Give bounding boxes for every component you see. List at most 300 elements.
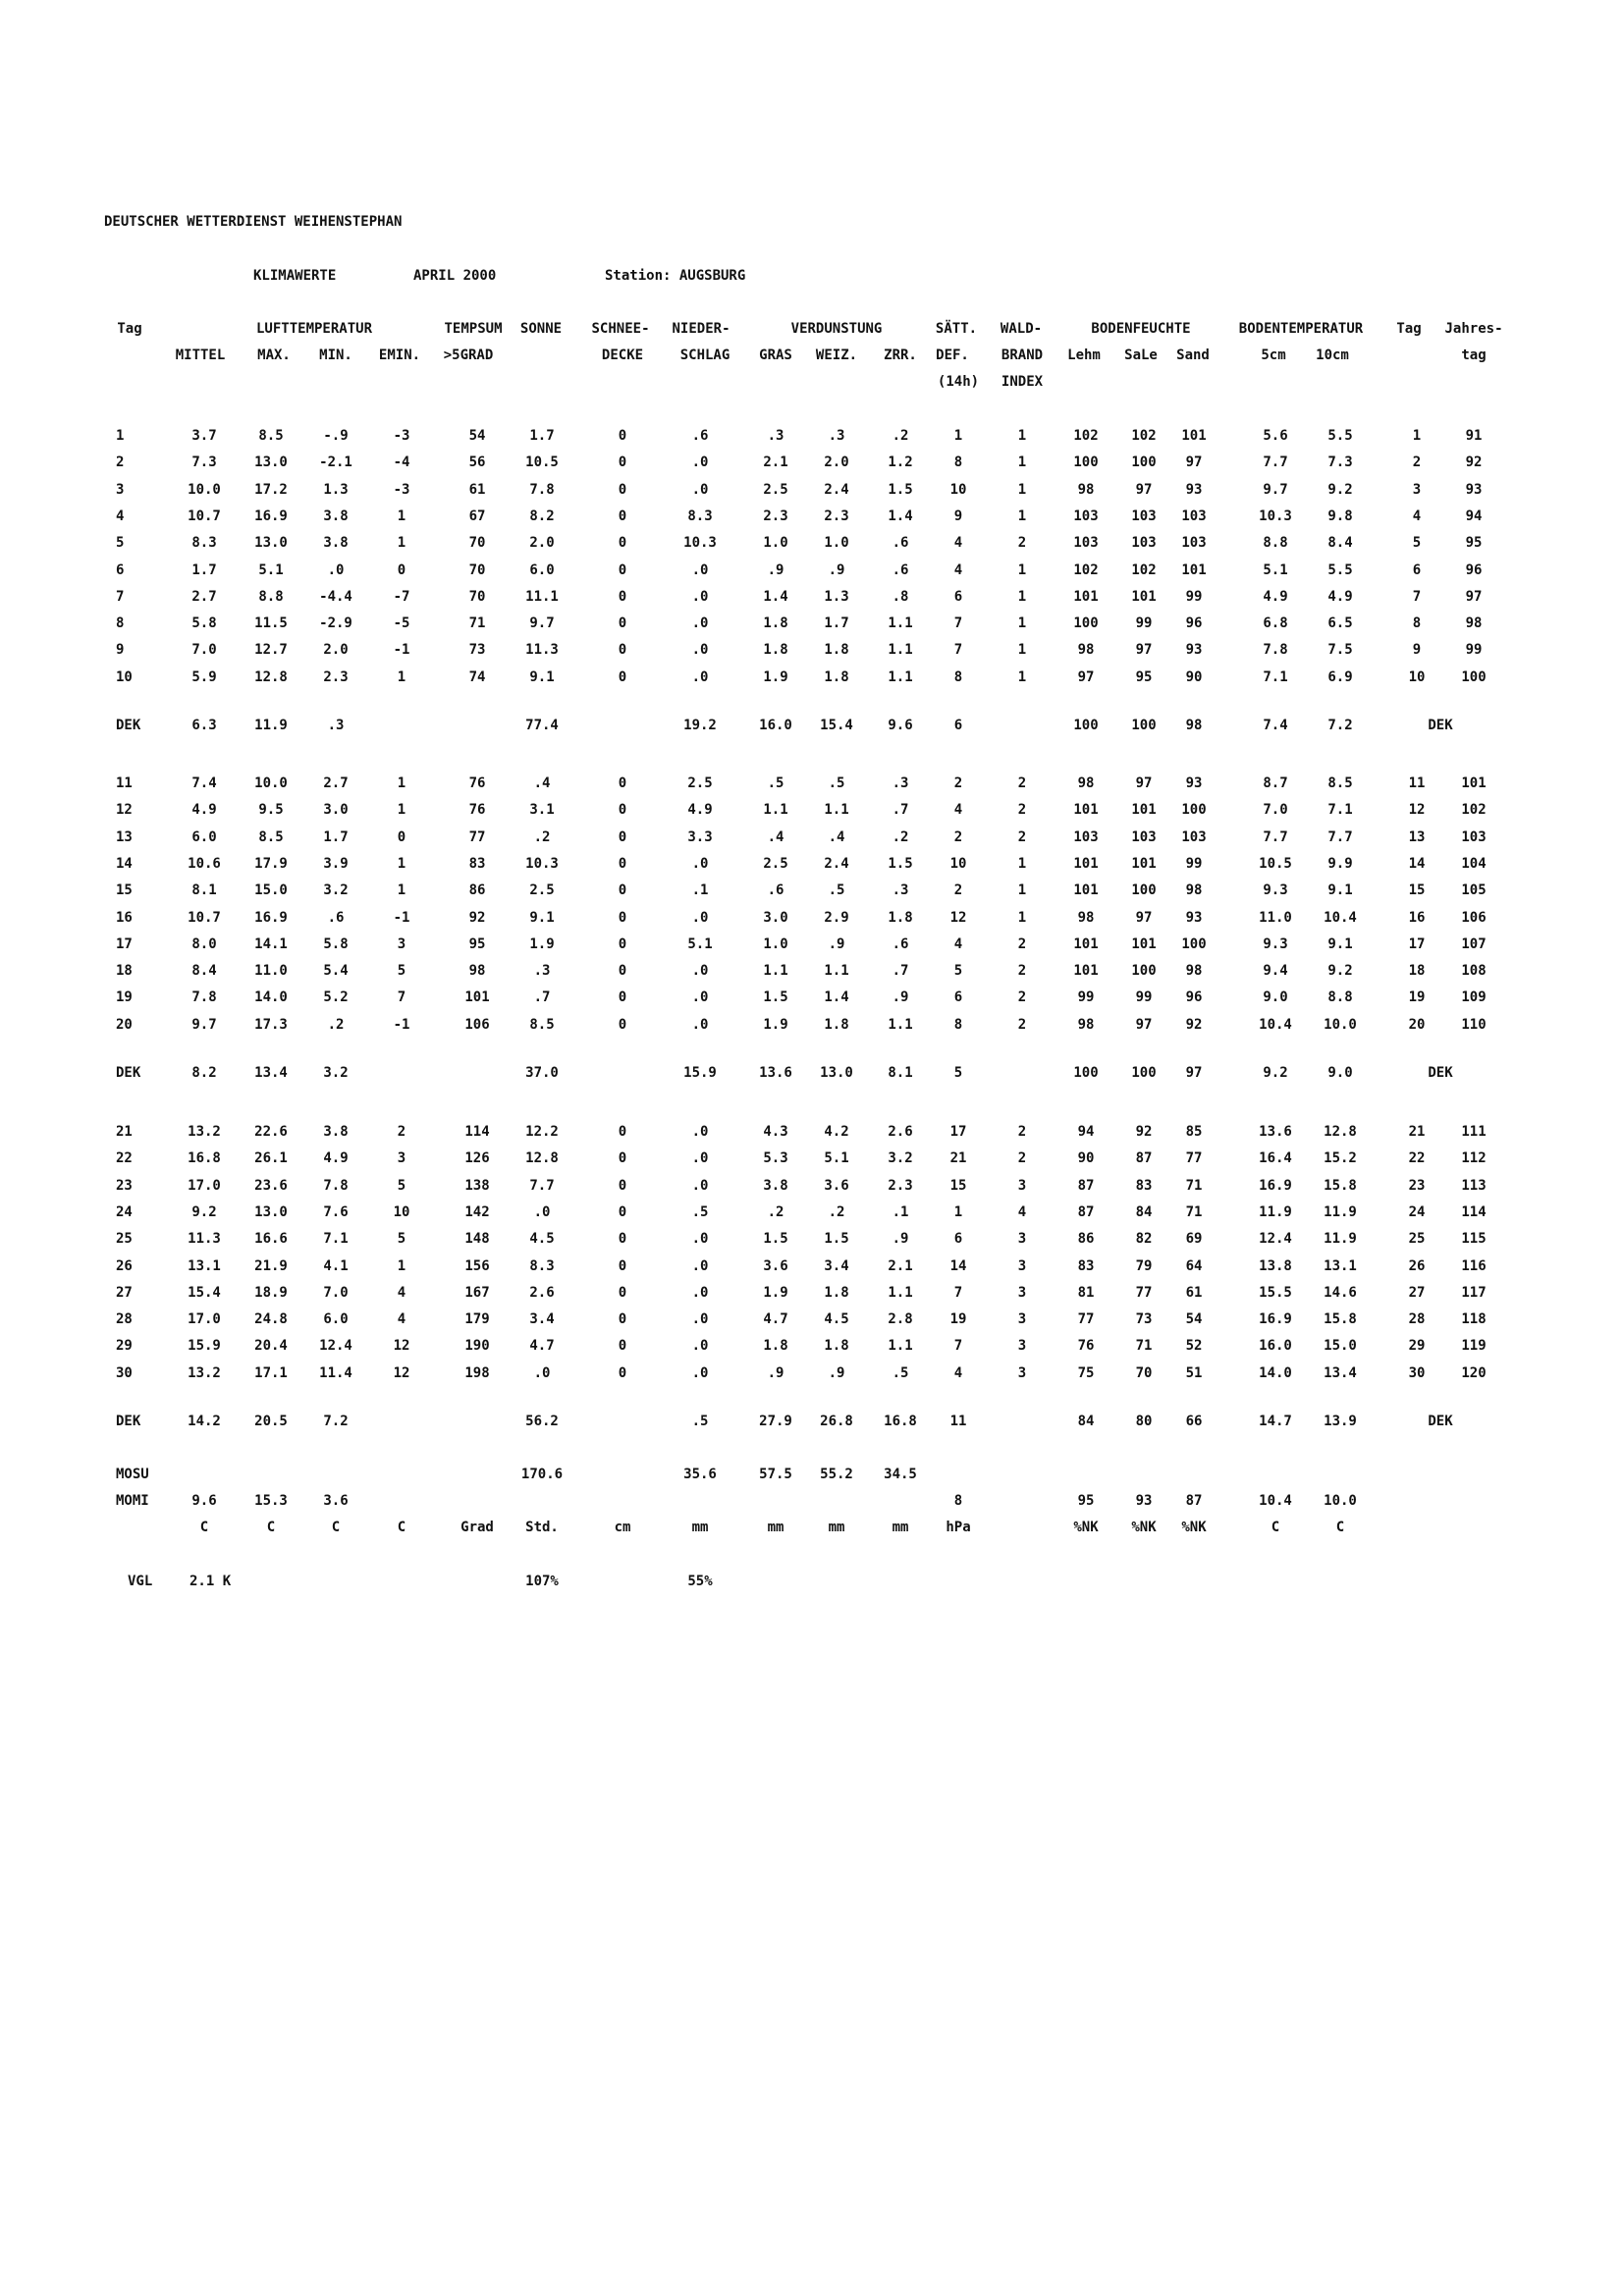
table-cell: 12.4 <box>319 1338 352 1355</box>
row-label: MOSU <box>116 1467 149 1482</box>
header-cell: Lehm <box>1067 347 1101 363</box>
table-cell: 4.5 <box>824 1311 849 1328</box>
table-cell: 10.7 <box>188 507 221 524</box>
unit-label: C <box>397 1520 406 1535</box>
table-cell: 16.0 <box>1259 1338 1292 1355</box>
table-cell: .0 <box>691 588 709 605</box>
table-cell: 8.8 <box>1327 989 1353 1006</box>
vgl-temp: 2.1 K <box>189 1574 232 1589</box>
table-cell: 1.1 <box>888 1284 913 1301</box>
table-cell: 30 <box>1408 1364 1426 1381</box>
day-number: 4 <box>116 507 125 524</box>
day-number: 26 <box>116 1257 133 1274</box>
table-cell: 1.5 <box>763 1231 788 1248</box>
table-cell: .9 <box>892 1231 909 1248</box>
table-cell: 1.7 <box>529 428 555 444</box>
table-cell: 3.6 <box>323 1493 349 1509</box>
table-cell: 8.4 <box>191 963 217 980</box>
table-cell: 9.3 <box>1263 935 1288 952</box>
table-cell: 138 <box>464 1177 490 1194</box>
table-cell: 8 <box>953 454 963 471</box>
table-cell: .0 <box>691 989 709 1006</box>
table-cell: 101 <box>1181 428 1207 444</box>
table-cell: 26.1 <box>254 1150 288 1167</box>
table-cell: 61 <box>1185 1284 1203 1301</box>
table-cell: 1.5 <box>763 989 788 1006</box>
table-cell: 13.2 <box>188 1124 221 1140</box>
table-cell: 15.8 <box>1324 1311 1357 1328</box>
table-cell: 9.0 <box>1263 989 1288 1006</box>
table-cell: 101 <box>1461 775 1487 791</box>
table-cell: -2.1 <box>319 454 352 471</box>
table-cell: 10.3 <box>1259 507 1292 524</box>
table-cell: 119 <box>1461 1338 1487 1355</box>
table-cell: 76 <box>1077 1338 1095 1355</box>
table-cell: 93 <box>1135 1493 1153 1509</box>
table-cell: 12 <box>393 1338 410 1355</box>
table-cell: 3.3 <box>687 828 713 845</box>
table-cell: 2 <box>953 882 963 899</box>
table-cell: 0 <box>618 909 627 926</box>
table-cell: .0 <box>691 1364 709 1381</box>
table-cell: 6 <box>953 989 963 1006</box>
table-cell: 15.3 <box>254 1493 288 1509</box>
table-cell: 15 <box>1408 882 1426 899</box>
table-cell: 4 <box>397 1311 406 1328</box>
table-cell: 28 <box>1408 1311 1426 1328</box>
table-cell: 5.5 <box>1327 428 1353 444</box>
unit-label: mm <box>767 1520 784 1535</box>
table-cell: 179 <box>464 1311 490 1328</box>
table-cell: 98 <box>1077 775 1095 791</box>
table-cell: .0 <box>691 1016 709 1033</box>
table-cell: 5.8 <box>323 935 349 952</box>
table-cell: .0 <box>691 1177 709 1194</box>
table-cell: 7.7 <box>1263 454 1288 471</box>
table-cell: 1.8 <box>763 615 788 632</box>
table-cell: 77 <box>1185 1150 1203 1167</box>
table-cell: 96 <box>1185 989 1203 1006</box>
table-cell: .3 <box>828 428 845 444</box>
table-cell: 9.0 <box>1327 1065 1353 1081</box>
table-cell: 10 <box>949 481 967 498</box>
table-cell: 7.2 <box>323 1414 349 1429</box>
table-cell: 1 <box>1412 428 1422 444</box>
table-cell: 10.5 <box>525 454 559 471</box>
table-cell: 6.0 <box>191 828 217 845</box>
table-cell: 15.8 <box>1324 1177 1357 1194</box>
table-cell: 7 <box>953 615 963 632</box>
table-cell: 71 <box>468 615 486 632</box>
table-cell: 101 <box>1073 802 1099 819</box>
table-cell: 77 <box>1077 1311 1095 1328</box>
table-cell: 97 <box>1135 642 1153 659</box>
table-cell: .6 <box>892 535 909 552</box>
table-cell: 2 <box>953 828 963 845</box>
table-cell: 3 <box>1412 481 1422 498</box>
table-cell: 2.3 <box>763 507 788 524</box>
table-cell: 21 <box>949 1150 967 1167</box>
table-cell: 9 <box>1412 642 1422 659</box>
unit-label: mm <box>892 1520 909 1535</box>
table-cell: 126 <box>464 1150 490 1167</box>
table-cell: 17.9 <box>254 855 288 872</box>
table-cell: 1.1 <box>824 802 849 819</box>
table-cell: 8.8 <box>258 588 284 605</box>
table-cell: 1.4 <box>888 507 913 524</box>
table-cell: 8.5 <box>258 828 284 845</box>
table-cell: 51 <box>1185 1364 1203 1381</box>
table-cell: 0 <box>618 535 627 552</box>
table-cell: 83 <box>1077 1257 1095 1274</box>
unit-label: Std. <box>525 1520 559 1535</box>
table-cell: 7.8 <box>191 989 217 1006</box>
table-cell: 9.5 <box>258 802 284 819</box>
table-cell: .0 <box>533 1203 551 1220</box>
header-cell: Tag <box>117 321 142 337</box>
day-number: 11 <box>116 775 133 791</box>
table-cell: 102 <box>1461 802 1487 819</box>
table-cell: 99 <box>1465 642 1483 659</box>
table-cell: 98 <box>1077 642 1095 659</box>
table-cell: 14.0 <box>254 989 288 1006</box>
table-cell: .3 <box>892 882 909 899</box>
day-number: 20 <box>116 1016 133 1033</box>
table-cell: 17 <box>949 1124 967 1140</box>
table-cell: 3.2 <box>888 1150 913 1167</box>
table-cell: 20.5 <box>254 1414 288 1429</box>
table-cell: 7.3 <box>191 454 217 471</box>
table-cell: 9.1 <box>1327 935 1353 952</box>
table-cell: 5 <box>397 1231 406 1248</box>
header-cell: Tag <box>1396 321 1422 337</box>
table-cell: 15.0 <box>1324 1338 1357 1355</box>
table-cell: -5 <box>393 615 410 632</box>
table-cell: 10.4 <box>1259 1016 1292 1033</box>
day-number: 19 <box>116 989 133 1006</box>
header-cell: Jahres- <box>1444 321 1503 337</box>
table-cell: 14.1 <box>254 935 288 952</box>
table-cell: 71 <box>1185 1203 1203 1220</box>
day-number: 18 <box>116 963 133 980</box>
table-cell: .9 <box>828 935 845 952</box>
table-cell: 7 <box>397 989 406 1006</box>
table-cell: 2 <box>1017 1016 1027 1033</box>
table-cell: 103 <box>1131 507 1157 524</box>
table-cell: .5 <box>691 1414 709 1429</box>
table-cell: .0 <box>691 1284 709 1301</box>
table-cell: 5.6 <box>1263 428 1288 444</box>
table-cell: 4.9 <box>323 1150 349 1167</box>
table-cell: .3 <box>767 428 784 444</box>
table-cell: 16.8 <box>188 1150 221 1167</box>
table-cell: 23 <box>1408 1177 1426 1194</box>
table-cell: 120 <box>1461 1364 1487 1381</box>
table-cell: 10 <box>949 855 967 872</box>
table-cell: 25 <box>1408 1231 1426 1248</box>
table-cell: 11 <box>1408 775 1426 791</box>
table-cell: 2 <box>1017 775 1027 791</box>
table-cell: 19.2 <box>683 718 717 733</box>
day-number: 27 <box>116 1284 133 1301</box>
table-cell: 93 <box>1185 909 1203 926</box>
table-cell: 101 <box>1181 561 1207 578</box>
unit-label: mm <box>828 1520 845 1535</box>
table-cell: 100 <box>1131 718 1157 733</box>
table-cell: 95 <box>468 935 486 952</box>
table-cell: 2.3 <box>323 668 349 685</box>
table-cell: 107 <box>1461 935 1487 952</box>
table-cell: 71 <box>1185 1177 1203 1194</box>
table-cell: 5.5 <box>1327 561 1353 578</box>
table-cell: 8 <box>953 668 963 685</box>
table-cell: DEK <box>1428 718 1453 733</box>
table-cell: 0 <box>618 1231 627 1248</box>
table-cell: 8.5 <box>258 428 284 444</box>
table-cell: 1 <box>1017 561 1027 578</box>
table-cell: 0 <box>618 1177 627 1194</box>
header-cell: MIN. <box>319 347 352 363</box>
table-cell: 148 <box>464 1231 490 1248</box>
table-cell: 87 <box>1077 1177 1095 1194</box>
table-cell: 9.2 <box>1263 1065 1288 1081</box>
table-cell: 97 <box>1135 909 1153 926</box>
table-cell: 100 <box>1073 615 1099 632</box>
table-cell: 98 <box>468 963 486 980</box>
table-cell: 115 <box>1461 1231 1487 1248</box>
table-cell: 4.9 <box>1327 588 1353 605</box>
table-cell: 101 <box>464 989 490 1006</box>
table-cell: 3.2 <box>323 882 349 899</box>
table-cell: 9.6 <box>191 1493 217 1509</box>
table-cell: 2 <box>397 1124 406 1140</box>
day-number: 28 <box>116 1311 133 1328</box>
row-label: MOMI <box>116 1493 149 1509</box>
table-cell: 7 <box>953 642 963 659</box>
header-cell: MITTEL <box>175 347 226 363</box>
table-cell: 3.2 <box>323 1065 349 1081</box>
table-cell: 1 <box>1017 481 1027 498</box>
header-cell: BODENTEMPERATUR <box>1238 321 1364 337</box>
table-cell: .9 <box>767 1364 784 1381</box>
table-cell: 100 <box>1461 668 1487 685</box>
table-cell: 1.9 <box>763 1284 788 1301</box>
table-cell: 9.2 <box>1327 481 1353 498</box>
table-cell: 2 <box>1412 454 1422 471</box>
table-cell: 5 <box>397 1177 406 1194</box>
table-cell: 96 <box>1465 561 1483 578</box>
table-cell: 92 <box>468 909 486 926</box>
table-cell: 12 <box>393 1364 410 1381</box>
table-cell: 106 <box>1461 909 1487 926</box>
table-cell: 15.9 <box>683 1065 717 1081</box>
table-cell: .0 <box>691 1231 709 1248</box>
table-cell: .0 <box>691 963 709 980</box>
table-cell: 10.5 <box>1259 855 1292 872</box>
table-cell: 12.2 <box>525 1124 559 1140</box>
table-cell: 35.6 <box>683 1467 717 1482</box>
table-cell: 103 <box>1181 828 1207 845</box>
table-cell: 18 <box>1408 963 1426 980</box>
table-cell: 2.0 <box>323 642 349 659</box>
table-cell: 5.4 <box>323 963 349 980</box>
table-cell: 109 <box>1461 989 1487 1006</box>
table-cell: 6 <box>953 718 963 733</box>
header-cell: (14h) <box>937 374 980 390</box>
table-cell: 3.8 <box>763 1177 788 1194</box>
table-cell: 9.1 <box>1327 882 1353 899</box>
day-number: 14 <box>116 855 133 872</box>
table-cell: 4.9 <box>191 802 217 819</box>
table-cell: 114 <box>464 1124 490 1140</box>
table-cell: 16.9 <box>1259 1311 1292 1328</box>
table-cell: 11.9 <box>254 718 288 733</box>
table-cell: 10.4 <box>1324 909 1357 926</box>
table-cell: 101 <box>1073 935 1099 952</box>
report-subtitle-line <box>0 264 746 288</box>
table-cell: DEK <box>1428 1065 1453 1081</box>
table-cell: 2.7 <box>323 775 349 791</box>
table-cell: 100 <box>1131 882 1157 899</box>
table-cell: 1 <box>397 882 406 899</box>
table-cell: 1 <box>397 775 406 791</box>
table-cell: 70 <box>468 535 486 552</box>
table-cell: 8.3 <box>529 1257 555 1274</box>
header-cell: TEMPSUM <box>444 321 503 337</box>
table-cell: 14.0 <box>1259 1364 1292 1381</box>
table-cell: 97 <box>1465 588 1483 605</box>
unit-label: mm <box>691 1520 709 1535</box>
table-cell: 1.1 <box>888 1338 913 1355</box>
table-cell: 8.4 <box>1327 535 1353 552</box>
table-cell: 0 <box>618 507 627 524</box>
table-cell: 99 <box>1077 989 1095 1006</box>
table-cell: 0 <box>618 775 627 791</box>
table-cell: 1 <box>1017 615 1027 632</box>
table-cell: 0 <box>618 428 627 444</box>
table-cell: 9.1 <box>529 668 555 685</box>
header-cell: BRAND <box>1001 347 1044 363</box>
table-cell: 8.7 <box>1263 775 1288 791</box>
table-cell: 87 <box>1135 1150 1153 1167</box>
table-cell: 70 <box>1135 1364 1153 1381</box>
table-cell: .1 <box>691 882 709 899</box>
table-cell: 0 <box>618 1124 627 1140</box>
table-cell: 98 <box>1077 1016 1095 1033</box>
table-cell: 1.7 <box>323 828 349 845</box>
table-cell: 6.9 <box>1327 668 1353 685</box>
table-cell: .9 <box>767 561 784 578</box>
table-cell: .0 <box>691 481 709 498</box>
table-cell: 10 <box>1408 668 1426 685</box>
table-cell: 20.4 <box>254 1338 288 1355</box>
table-cell: 1.9 <box>763 668 788 685</box>
table-cell: 101 <box>1073 855 1099 872</box>
table-cell: 3.4 <box>824 1257 849 1274</box>
table-cell: 12.7 <box>254 642 288 659</box>
table-cell: 55.2 <box>820 1467 853 1482</box>
table-cell: 1 <box>1017 642 1027 659</box>
table-cell: 7.8 <box>529 481 555 498</box>
table-cell: 198 <box>464 1364 490 1381</box>
table-cell: 13.8 <box>1259 1257 1292 1274</box>
table-cell: 97 <box>1135 1016 1153 1033</box>
table-cell: 1.8 <box>888 909 913 926</box>
header-cell: SaLe <box>1124 347 1158 363</box>
table-cell: 9.7 <box>191 1016 217 1033</box>
day-number: 21 <box>116 1124 133 1140</box>
table-cell: 9.8 <box>1327 507 1353 524</box>
table-cell: 9.2 <box>191 1203 217 1220</box>
unit-label: %NK <box>1181 1520 1207 1535</box>
table-cell: 9.9 <box>1327 855 1353 872</box>
table-cell: 83 <box>1135 1177 1153 1194</box>
day-number: 17 <box>116 935 133 952</box>
table-cell: 7 <box>1412 588 1422 605</box>
table-cell: 100 <box>1073 1065 1099 1081</box>
day-number: 15 <box>116 882 133 899</box>
header-cell: WEIZ. <box>815 347 858 363</box>
table-cell: 15.0 <box>254 882 288 899</box>
table-cell: 14.6 <box>1324 1284 1357 1301</box>
header-cell: WALD- <box>1000 321 1043 337</box>
table-cell: 15.9 <box>188 1338 221 1355</box>
table-cell: 87 <box>1077 1203 1095 1220</box>
day-number: 2 <box>116 454 125 471</box>
table-cell: 97 <box>1185 454 1203 471</box>
table-cell: 11.5 <box>254 615 288 632</box>
table-cell: 142 <box>464 1203 490 1220</box>
day-number: 29 <box>116 1338 133 1355</box>
table-cell: 98 <box>1185 882 1203 899</box>
table-cell: 6 <box>1412 561 1422 578</box>
table-cell: 97 <box>1135 481 1153 498</box>
table-cell: 2 <box>953 775 963 791</box>
table-cell: 96 <box>1185 615 1203 632</box>
table-cell: 106 <box>464 1016 490 1033</box>
table-cell: 8 <box>953 1493 963 1509</box>
table-cell: 9.7 <box>529 615 555 632</box>
table-cell: 66 <box>1185 1414 1203 1429</box>
table-cell: 56.2 <box>525 1414 559 1429</box>
table-cell: 0 <box>618 1016 627 1033</box>
table-cell: 17.3 <box>254 1016 288 1033</box>
table-cell: 1.9 <box>529 935 555 952</box>
table-cell: 8.3 <box>687 507 713 524</box>
table-cell: 14.7 <box>1259 1414 1292 1429</box>
table-cell: 10.4 <box>1259 1493 1292 1509</box>
table-cell: 103 <box>1181 535 1207 552</box>
table-cell: 1.0 <box>763 535 788 552</box>
table-cell: 86 <box>1077 1231 1095 1248</box>
table-cell: 101 <box>1073 588 1099 605</box>
table-cell: 95 <box>1135 668 1153 685</box>
table-cell: 3.6 <box>824 1177 849 1194</box>
day-number: 5 <box>116 535 125 552</box>
table-cell: 1.8 <box>763 1338 788 1355</box>
table-cell: 6.0 <box>323 1311 349 1328</box>
table-cell: 13 <box>1408 828 1426 845</box>
table-cell: 100 <box>1131 1065 1157 1081</box>
table-cell: 7.0 <box>323 1284 349 1301</box>
table-cell: 102 <box>1131 561 1157 578</box>
table-cell: 10.3 <box>525 855 559 872</box>
table-cell: 76 <box>468 775 486 791</box>
table-cell: 79 <box>1135 1257 1153 1274</box>
table-cell: 13.1 <box>1324 1257 1357 1274</box>
table-cell: 0 <box>618 1284 627 1301</box>
table-cell: 156 <box>464 1257 490 1274</box>
